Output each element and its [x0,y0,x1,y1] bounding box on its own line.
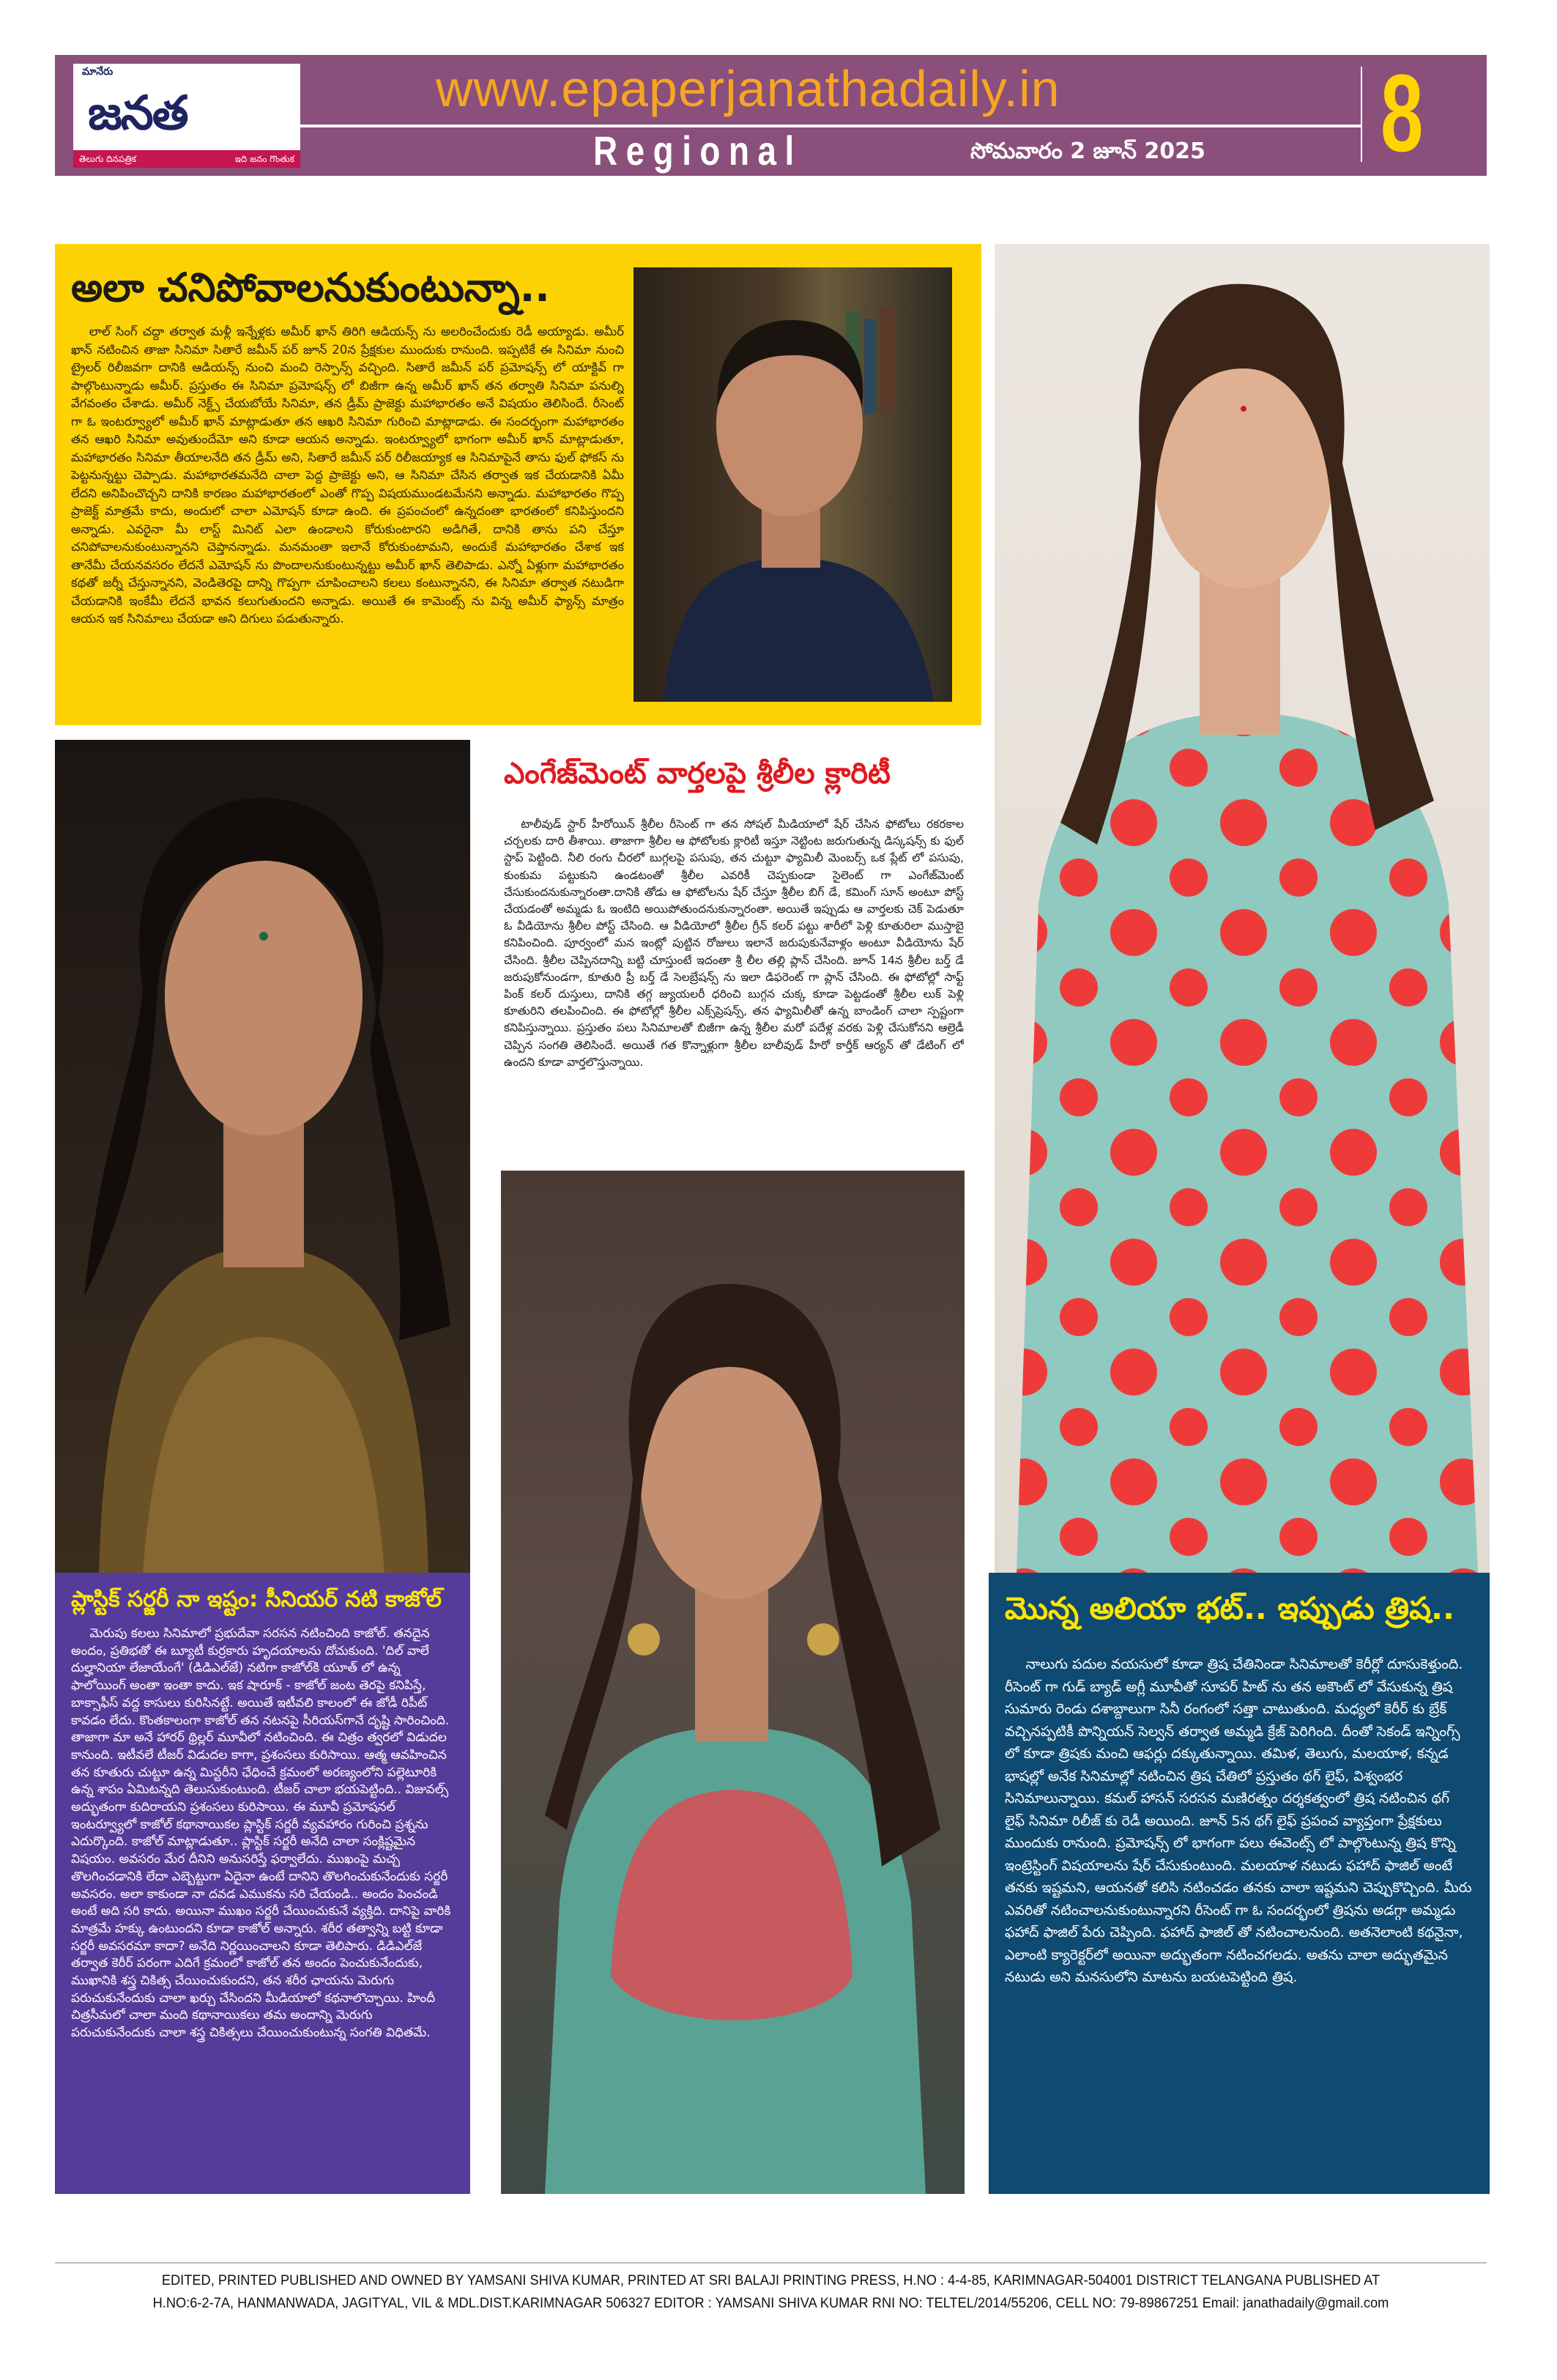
article-aamir [55,244,981,725]
vertical-divider [1361,67,1362,162]
logo-right-tag: ఇది జనం గొంతుక [234,154,294,164]
logo-tagline-strip [73,150,300,168]
headline-trisha: మొన్న అలియా భట్.. ఇప్పుడు త్రిష.. [1005,1590,1454,1626]
body-sreeleela: టాలీవుడ్ స్టార్ హీరోయిన్ శ్రీలీల రీసెంట్ గా తన సోషల్ మీడియాలో షేర్ చేసిన ఫోటోలు రకరకాల చర్చలకు దారి తీశాయి. తాజాగా శ్రీలీల ఆ ఫోటోలకు క్లారిటీ ఇస్తూ నెట్టింట జరుగుతున్న డిస్కషన్స్ కు ఫుల్ స్టాప్ పెట్టింది. నీలి రంగు చీరలో బుగ్గలపై పసుపు, తన చుట్టూ ఫ్యామిలీ మెంబర్స్ ఒక ప్లేట్ లో పసుపు, కుంకుమ పట్టుకుని ఉండటంతో శ్రీలీల ఎవరికీ చెప్పకుండా సైలెంట్ గా ఎంగేజ్‌మెంట్ చేసుకుందనుకున్నారంతా.దానికి తోడు ఆ ఫోటోలను షేర్ చేస్తూ శ్రీలీల బిగ్ డే, కమింగ్ సూన్ అంటూ పోస్ట్ చేయడంతో అమ్మడు ఓ ఇంటిది అయిపోతుందనుకున్నారంతా. అయితే ఇప్పుడు ఆ వార్తలకు చెక్ పెడుతూ ఓ వీడియోను శ్రీలీల పోస్ట్ చేసింది. ఆ వీడియోలో శ్రీలీల గ్రీన్ కలర్ పట్టు శారీలో పెళ్లి కూతురిలా ముస్తాబై కనిపించింది. పూర్వంలో మన ఇంట్లో పుట్టిన రోజులు ఇలానే జరుపుకునేవాళ్లం అంటూ వీడియోను షేర్ చేసింది. శ్రీలీల చెప్పినదాన్ని బట్టి చూస్తుంటే ఇదంతా శ్రీ లీల తల్లి ప్లాన్ చేసింది. జూన్ 14న శ్రీలీల బర్త్ డే జరుపుకోనుండగా, కూతురి ప్రీ బర్త్ డే సెలబ్రేషన్స్ ను ఇలా డిఫరెంట్ గా ప్లాన్ చేసింది. ఈ ఫోటోల్లో సాఫ్ట్ పింక్ కలర్ దుస్తులు, దానికి తగ్గ జ్యుయలరీ ధరించి బుగ్గన చుక్క కూడా పెట్టడంతో శ్రీలీల లుక్ పెళ్లి కూతురిని తలపించింది. ఈ ఫోటోల్లో శ్రీలీల ఎక్స్‌ప్రెషన్స్, తన ఫ్యామిలీతో ఉన్న బాండింగ్ చాలా స్పష్టంగా కనిపిస్తున్నాయి. ప్రస్తుతం పలు సినిమాలతో బిజీగా ఉన్న శ్రీలీల మరో పదేళ్ల వరకు పెళ్లి చేసుకోనని ఆల్రెడీ చెప్పిన సంగతి తెలిసిందే. అయితే గత కొన్నాళ్లుగా శ్రీలీల బాలీవుడ్ హీరో కార్తీక్ ఆర్యన్ తో డేటింగ్ లో ఉందని కూడా వార్తలొస్తున్నాయి. [504,818,964,1069]
logo-left-tag: తెలుగు దినపత్రిక [79,154,137,164]
page-number: 8 [1381,51,1424,174]
masthead [55,51,1487,176]
photo-aamir [633,267,952,702]
photo-sreeleela [501,1171,965,2194]
masthead-divider [297,125,1362,127]
issue-date: సోమవారం 2 జూన్ 2025 [970,138,1205,164]
article-sreeleela [501,747,966,1143]
headline-sreeleela: ఎంగేజ్‌మెంట్ వార్తలపై శ్రీలీల క్లారిటీ [504,757,891,790]
imprint-line-2: H.NO:6-2-7A, HANMANWADA, JAGITYAL, VIL & MDL.DIST.KARIMNAGAR 506327 EDITOR : YAMSANI SHIVA KUMAR RNI NO: TELTEL/2014/55206, CELL NO: 79-89867251 Email: janathadaily@gmail.com [152,2296,1389,2311]
imprint-line-1: EDITED, PRINTED PUBLISHED AND OWNED BY YAMSANI SHIVA KUMAR, PRINTED AT SRI BALAJI PRINTING PRESS, H.NO : 4-4-85, KARIMNAGAR-504001 DISTRICT TELANGANA PUBLISHED AT [161,2273,1381,2288]
article-kajol [55,1573,470,2194]
newspaper-logo[interactable] [73,64,300,168]
headline-aamir: అలా చనిపోవాలనుకుంటున్నా.. [71,264,550,311]
headline-kajol: ప్లాస్టిక్ సర్జరీ నా ఇష్టం: సీనియర్ నటి కాజోల్ [71,1587,442,1612]
footer-divider [55,2262,1487,2264]
logo-name: జనత [88,86,187,141]
aamir-figure-icon [633,267,952,702]
body-trisha: నాలుగు పదుల వయసులో కూడా త్రిష చేతినిండా సినిమాలతో కెరీర్లో దూసుకెళ్తుంది. రీసెంట్ గా గుడ్ బ్యాడ్ అగ్లీ మూవీతో సూపర్ హిట్ ను తన అకౌంట్ లో వేసుకున్న త్రిష సుమారు రెండు దశాబ్దాలుగా సినీ రంగంలో సత్తా చాటుతుంది. మధ్యలో కెరీర్ కు బ్రేక్ వచ్చినప్పటికీ పొన్నియన్ సెల్వన్ తర్వాత అమ్మడి క్రేజ్ పెరిగింది. దీంతో సెకండ్ ఇన్నింగ్స్ లో కూడా త్రిషకు మంచి ఆఫర్లు దక్కుతున్నాయి. తమిళ, తెలుగు, మలయాళ, కన్నడ భాషల్లో అనేక సినిమాల్లో నటించిన త్రిష చేతిలో ప్రస్తుతం థగ్ లైఫ్, విశ్వంభర సినిమాలున్నాయి. కమల్ హాసన్ సరసన మణిరత్నం దర్శకత్వంలో త్రిష నటించిన థగ్ లైఫ్ సినిమా రిలీజ్ కు రెడీ అయింది. జూన్ 5న థగ్ లైఫ్ ప్రపంచ వ్యాప్తంగా ప్రేక్షకులు ముందుకు రానుంది. ప్రమోషన్స్ లో భాగంగా పలు ఈవెంట్స్ లో పాల్గొంటున్న త్రిష కొన్ని ఇంట్రెస్టింగ్ విషయాలను షేర్ చేసుకుంటుంది. మలయాళ నటుడు ఫహాద్ ఫాజిల్ అంటే తనకు ఇష్టమని, ఆయనతో కలిసి నటించడం తనకు చాలా ఇష్టమని చెప్పుకొచ్చింది. మీరు ఎవరితో నటించాలనుకుంటున్నారని రీసెంట్ గా ఓ సందర్భంలో త్రిషను అడగ్గా అమ్మడు ఫహాద్ ఫాజిల్ పేరు చెప్పింది. ఫహాద్ ఫాజిల్ తో నటించాలనుంది. అతనెలాంటి కథనైనా, ఎలాంటి క్యారెక్టర్‌లో అయినా అద్భుతంగా నటించగలడు. అతను చాలా అద్భుతమైన నటుడు అని మనసులోని మాటను బయటపెట్టింది త్రిష. [1005,1656,1472,1985]
imprint-footer [83,2269,1458,2315]
body-kajol: మెరుపు కలలు సినిమాలో ప్రభుదేవా సరసన నటించింది కాజోల్. తనదైన అందం, ప్రతిభతో ఈ బ్యూటీ కుర్రకారు హృదయాలను దోచుకుంది. 'దిల్ వాలే దుల్హానియా లేజాయేంగే' (డిడిఎల్‌జే) నటిగా కాజోల్‌కి యూత్ లో ఉన్న ఫాలోయింగ్ అంతా ఇంతా కాదు. ఇక షారూక్ - కాజోల్ జంట తెరపై కనిపిస్తే, బాక్సాఫీస్ వద్ద కాసులు కురిసినట్టే. అయితే ఇటీవలి కాలంలో ఈ జోడీ రిపీట్ కావడం లేదు. కొంతకాలంగా కాజోల్ తన నటనపై సీరియస్‌గానే దృష్టి సారించింది. తాజాగా మా అనే హారర్ థ్రిల్లర్ మూవీలో నటించింది. ఈ చిత్రం త్వరలో విడుదల కానుంది. ఇటీవలే టీజర్ విడుదల కాగా, ప్రశంసలు కురిసాయి. ఆత్మ ఆవహించిన తన కూతురు చుట్టూ ఉన్న మిస్టరీని ఛేధించే క్రమంలో అరణ్యంలోని పల్లెటూరికి ఉన్న శాపం ఏమిటన్నది తెలుసుకుంటుంది. టీజర్ చాలా భయపెట్టింది.. విజువల్స్ అద్భుతంగా కుదిరాయని ప్రశంసలు కురిసాయి. ఈ మూవీ ప్రమోషనల్ ఇంటర్వ్యూలో కాజోల్ కథానాయికల ప్లాస్టిక్ సర్జరీ వ్యవహారం గురించి ప్రశ్నను ఎదుర్కొంది. కాజోల్ మాట్లాడుతూ.. ప్లాస్టిక్ సర్జరీ అనేది చాలా సంక్లిష్టమైన విషయం. అవసరం మేర దీనిని అనుసరిస్తే ఫర్వాలేదు. ముఖంపై మచ్చ తొలగించడానికి లేదా ఎబ్బెట్టుగా ఏదైనా ఉంటే దానిని తొలగించుకునేందుకు సర్జరీ అవసరం. అలా కాకుండా నా దవడ ఎముకను సరి చేయండి.. అందం పెంచండి అంటే అది సరి కాదు. అయినా ముఖం సర్జరీ చేయించుకునే వ్యక్తిది. దానిపై వారికి మాత్రమే హక్కు ఉంటుందని కూడా కాజోల్ అన్నారు. శరీర తత్వాన్ని బట్టి కూడా సర్జరీ అవసరమా కాదా? అనేది నిర్ణయించాలని కూడా తెలిపారు. డిడిఎల్‌జే తర్వాత కెరీర్ పరంగా ఎదిగే క్రమంలో కాజోల్ తన అందం పెంచుకునేందుకు, ముఖానికి శస్త్ర చికిత్స చేయించుకుందని, తన శరీర ఛాయను మెరుగు పరుచుకునేందుకు చాలా ఖర్చు చేసిందని మీడియాలో కథనాలొచ్చాయి. హిందీ చిత్రసీమలో చాలా మంది కథానాయికలు తమ అందాన్ని మెరుగు పరుచుకునేందుకు చాలా శస్త్ర చికిత్సలు చేయించుకుంటున్న సంగతి విధితమే. [71,1626,451,2041]
section-title: Regional [593,127,803,174]
article-trisha [989,1573,1490,2194]
logo-prefix: మానేరు [82,66,114,78]
photo-trisha [995,244,1490,1573]
kajol-figure-icon [55,740,470,1573]
trisha-figure-icon [995,244,1490,1573]
sreeleela-figure-icon [501,1171,965,2194]
website-url[interactable]: www.epaperjanathadaily.in [436,60,1060,117]
photo-kajol [55,740,470,1573]
body-aamir: లాల్ సింగ్ చద్దా తర్వాత మళ్లీ ఇన్నేళ్లకు అమీర్ ఖాన్ తిరిగి ఆడియన్స్ ను అలరించేందుకు రెడీ అయ్యాడు. అమీర్ ఖాన్ నటించిన తాజా సినిమా సితారే జమీన్ పర్ జూన్ 20న ప్రేక్షకుల ముందుకు రానుంది. ఇప్పటికే ఈ సినిమా నుంచి ట్రైలర్ రిలీజవగా దానికి ఆడియన్స్ నుంచి మంచి రెస్పాన్స్ వచ్చింది. సితారే జమీన్ పర్ ప్రమోషన్స్ లో యాక్టివ్ గా పాల్గొంటున్నాడు అమీర్. ప్రస్తుతం ఈ సినిమా ప్రమోషన్స్ లో బిజీగా ఉన్న అమీర్ ఖాన్ తన తర్వాతి సినిమా పనుల్ని వేగవంతం చేశాడు. అమీర్ నెక్ట్స్ చేయబోయే సినిమా, తన డ్రీమ్ ప్రాజెక్టు మహాభారతం అనే విషయం తెలిసిందే. రీసెంట్ గా ఓ ఇంటర్వ్యూలో అమీర్ ఖాన్ మాట్లాడుతూ తన ఆఖరి సినిమా గురించి మాట్లాడాడు. ఈ సందర్భంగా మహాభారతం తన ఆఖరి సినిమా అవుతుందేమో అని కూడా ఆయన అన్నాడు. ఇంటర్వ్యూలో భాగంగా అమీర్ ఖాన్ మాట్లాడుతూ, మహాభారతం సినిమా తీయాలనేది తన డ్రీమ్ అని, సితారే జమీన్ పర్ రిలీజయ్యాక ఆ సినిమాపైనే తాను ఫుల్ ఫోకస్ ను పెట్టనున్నట్టు చెప్పాడు. మహాభారతమనేది చాలా పెద్ద ప్రాజెక్టు అని, ఆ సినిమా చేసిన తర్వాత ఇక చేయడానికి ఏమీ లేదని అనిపించొచ్చని దానికి కారణం మహాభారతంలో ఎంతో గొప్ప విషయముండటమేనని అన్నాడు. మహాభారతం గొప్ప ప్రాజెక్ట్ మాత్రమే కాదు, అందులో చాలా ఎమోషన్ కూడా ఉంది. ఈ ప్రపంచంలో ఉన్నదంతా భారతంలో కనిపిస్తుందని అన్నాడు. ఎవరైనా మీ లాస్ట్ మినిట్ ఎలా ఉండాలని కోరుకుంటారని అడిగితే, దానికి తాను పని చేస్తూ చనిపోవాలనుకుంటున్నానని చెప్తానన్నాడు. మనమంతా ఇలానే కోరుకుంటామని, అందుకే మహాభారతం చేశాక ఇక తానేమీ చేయనవసరం లేదనే ఎమోషన్ ను పొందాలనుకుంటున్నట్టు అమీర్ ఖాన్ తెలిపాడు. ఎన్నో ఏళ్లుగా మహాభారతం కథతో జర్నీ చేస్తున్నానని, వెండితెరపై దాన్ని గొప్పగా చూపించాలని కలలు కంటున్నానని, ఈ సినిమా తర్వాత నటుడిగా చేయడానికి ఇంకేమీ లేదనే భావన కలుగుతుందని అన్నాడు. అయితే ఈ కామెంట్స్ ను విన్న అమీర్ ఫ్యాన్స్ మాత్రం ఆయన ఇక సినిమాలు చేయడా అని దిగులు పడుతున్నారు. [71,325,624,626]
